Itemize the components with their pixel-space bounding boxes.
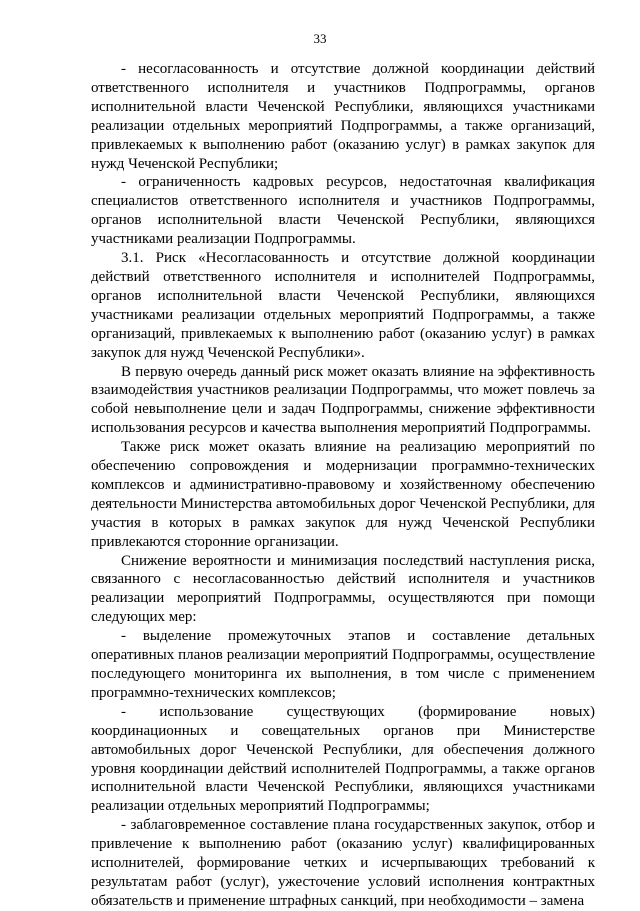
paragraph-measure-procurement: - заблаговременное составление плана государственных закупок, отбор и привлечение к выполнению работ (оказанию услуг) квалифицированных исполнителей, формирование четких и исчерпывающих требований к результатам работ (услуг), ужесточение условий исполнения контрактных обязательств и применение штрафных санкций, при необходимости – замена xyxy=(91,817,595,909)
paragraph-risk-list-coordination: - несогласованность и отсутствие должной координации действий ответственного исполнителя и участников Подпрограммы, органов исполнительной власти Чеченской Республики, являющихся участниками реализации отдельных мероприятий Подпрограммы, а также организаций, привлекаемых к выполнению работ (оказанию услуг) в рамках закупок для нужд Чеченской Республики; xyxy=(91,61,595,172)
paragraph-risk-impact: В первую очередь данный риск может оказать влияние на эффективность взаимодействия участников реализации Подпрограммы, что может повлечь за собой невыполнение цели и задач Подпрограммы, снижение эффективности использования ресурсов и качества выполнения мероприятий Подпрограммы. xyxy=(91,363,595,437)
paragraph-risk-list-personnel: - ограниченность кадровых ресурсов, недостаточная квалификация специалистов ответственного исполнителя и участников Подпрограммы, органов исполнительной власти Чеченской Республики, являющихся участниками реализации Подпрограммы. xyxy=(91,174,595,248)
page-number: 33 xyxy=(313,31,327,46)
paragraph-mitigation-intro: Снижение вероятности и минимизация последствий наступления риска, связанного с несогласованностью действий исполнителя и участников реализации мероприятий Подпрограммы, осуществляются при помощи следующих мер: xyxy=(91,552,595,626)
paragraph-risk-impact-additional: Также риск может оказать влияние на реализацию мероприятий по обеспечению сопровождения и модернизации программно-технических комплексов и административно-правовому и хозяйственному обеспечению деятельности Министерства автомобильных дорог Чеченской Республики, для участия в которых в рамках закупок для нужд Чеченской Республики привлекаются сторонние организации. xyxy=(91,439,595,550)
paragraph-risk-3-1-title: 3.1. Риск «Несогласованность и отсутствие должной координации действий ответственного исполнителя и исполнителей Подпрограммы, органов исполнительной власти Чеченской Республики, являющихся участниками реализации отдельных мероприятий Подпрограммы, а также организаций, привлекаемых к выполнению работ (оказанию услуг) в рамках закупок для нужд Чеченской Республики». xyxy=(91,250,595,361)
paragraph-measure-stages: - выделение промежуточных этапов и составление детальных оперативных планов реализации мероприятий Подпрограммы, осуществление последующего мониторинга их выполнения, в том числе с применением программно-технических комплексов; xyxy=(91,628,595,701)
document-body xyxy=(91,60,595,911)
paragraph-measure-coordination-bodies: - использование существующих (формирование новых) координационных и совещательных органов при Министерстве автомобильных дорог Чеченской Республики, для обеспечения должного уровня координации действий исполнителей Подпрограммы, а также органов исполнительной власти Чеченской Республики, являющихся участниками реализации отдельных мероприятий Подпрограммы; xyxy=(91,703,595,815)
